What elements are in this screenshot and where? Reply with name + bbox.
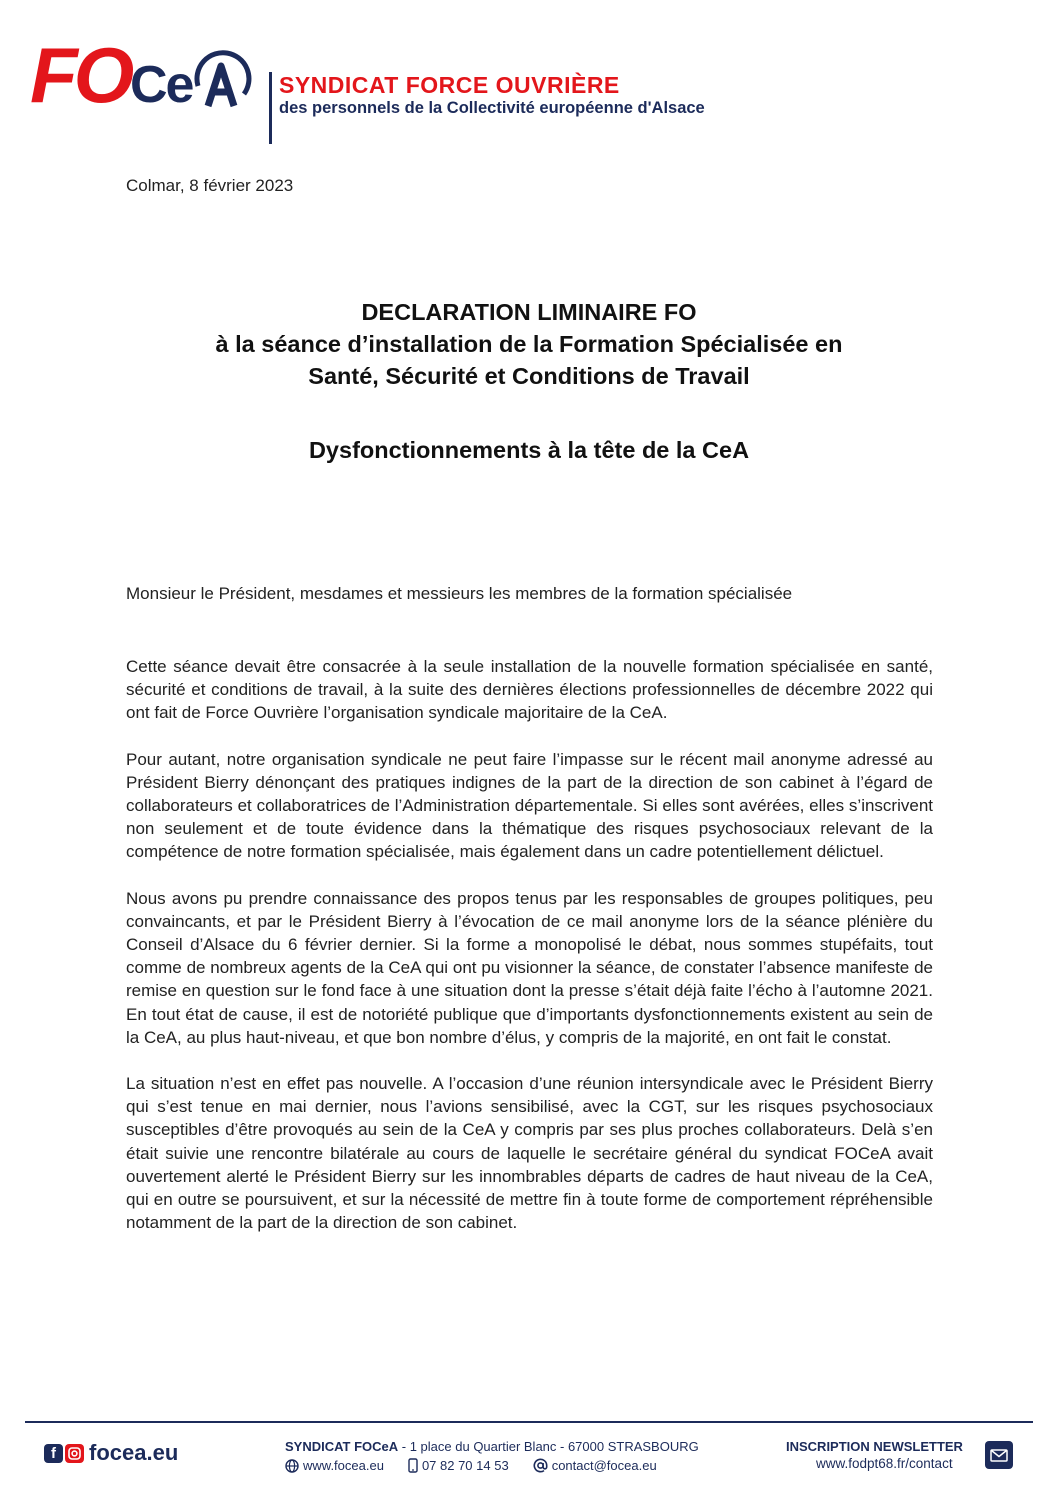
- mail-icon[interactable]: [985, 1441, 1013, 1469]
- title-line-3: Santé, Sécurité et Conditions de Travail: [308, 363, 750, 389]
- logo-cea: Ce: [130, 56, 193, 114]
- paragraph: Pour autant, notre organisation syndicale ne peut faire l’impasse sur le récent mail anonyme adressé au Président Bierry dénonçant des pratiques indignes de la part de la direction de son cabinet à l’égard de collaborateurs et collaboratrices de l’Administration départementale. Si elles sont avérées, elles s’inscrivent non seulement et de toute évidence dans la thématique des risques psychosociaux relevant de la compétence de notre formation spécialisée, mais également dans un cadre potentiellement délictuel.: [126, 749, 933, 862]
- logo-cea-a-icon: [190, 42, 252, 114]
- document-title: [60, 296, 998, 392]
- facebook-icon[interactable]: f: [44, 1444, 63, 1463]
- footer-org-address: - 1 place du Quartier Blanc - 67000 STRASBOURG: [398, 1439, 699, 1454]
- salutation: Monsieur le Président, mesdames et messieurs les membres de la formation spécialisée: [126, 584, 793, 603]
- footer-divider: [25, 1421, 1033, 1423]
- date-line: Colmar, 8 février 2023: [126, 176, 294, 195]
- footer-web[interactable]: [285, 1458, 384, 1473]
- footer-phone-text: 07 82 70 14 53: [421, 1458, 509, 1473]
- phone-icon: [408, 1458, 418, 1473]
- header-divider: [269, 72, 272, 144]
- footer-contacts: [285, 1458, 725, 1473]
- letterhead: [30, 28, 790, 128]
- at-icon: [533, 1458, 548, 1473]
- footer-email-text: contact@focea.eu: [551, 1458, 657, 1473]
- footer-web-text: www.focea.eu: [303, 1458, 384, 1473]
- footer-site-link[interactable]: focea.eu: [89, 1440, 179, 1465]
- document-subtitle: Dysfonctionnements à la tête de la CeA: [308, 437, 750, 463]
- paragraph: Cette séance devait être consacrée à la seule installation de la nouvelle formation spécialisée en santé, sécurité et conditions de travail, à la suite des dernières élections professionnelles de décembre 2022 qui ont fait de Force Ouvrière l’organisation syndicale majoritaire de la CeA.: [126, 657, 933, 723]
- title-line-2: à la séance d’installation de la Formation Spécialisée en: [215, 331, 843, 357]
- org-subtitle: des personnels de la Collectivité européenne d'Alsace: [279, 99, 705, 117]
- footer-social: [44, 1440, 178, 1466]
- instagram-icon[interactable]: [65, 1444, 84, 1463]
- org-name: SYNDICAT FORCE OUVRIÈRE: [279, 72, 620, 98]
- newsletter-title: INSCRIPTION NEWSLETTER: [786, 1439, 963, 1454]
- title-line-1: DECLARATION LIMINAIRE FO: [361, 299, 697, 325]
- globe-icon: [285, 1459, 299, 1473]
- footer-org-name: SYNDICAT FOCeA: [285, 1439, 399, 1454]
- footer-email[interactable]: [533, 1458, 657, 1473]
- footer-contact-block: [285, 1439, 725, 1473]
- newsletter-link[interactable]: www.fodpt68.fr/contact: [816, 1456, 953, 1471]
- logo-fo: FO: [30, 31, 131, 119]
- paragraph: La situation n’est en effet pas nouvelle. A l’occasion d’une réunion intersyndicale avec le Président Bierry qui s’est tenue en mai dernier, nous l’avions sensibilisé, avec la CGT, sur les risques psychosociaux susceptibles d’être provoqués au sein de la CeA y compris par ses plus proches collaborateurs. Delà s’en était suivie une rencontre bilatérale au cours de laquelle le secrétaire général du syndicat FOCeA avait ouvertement alerté le Président Bierry sur les innombrables départs de cadres de haut niveau de la CeA, qui en outre se poursuivent, et sur la nécessité de mettre fin à toute forme de comportement répréhensible notamment de la part de la direction de son cabinet.: [126, 1074, 933, 1233]
- footer-newsletter: [786, 1439, 1016, 1471]
- paragraph: Nous avons pu prendre connaissance des propos tenus par les responsables de groupes politiques, peu convaincants, et par le Président Bierry à l’évocation de ce mail anonyme lors de la séance plénière du Conseil d’Alsace du 6 février dernier. Si la forme a monopolisé le débat, nous sommes stupéfaits, tout comme de nombreux agents de la CeA qui ont pu visionner la séance, de constater l’absence manifeste de remise en question sur le fond face à une situation dont la presse s’était déjà faite l’écho à l’automne 2021. En tout état de cause, il est de notoriété publique que d’importants dysfonctionnements existent au sein de la CeA, au plus haut-niveau, et que bon nombre d’élus, y compris de la majorité, en ont fait le constat.: [126, 888, 933, 1047]
- footer-address: [285, 1439, 725, 1454]
- footer-phone[interactable]: [408, 1458, 509, 1473]
- body-text: [126, 655, 933, 1257]
